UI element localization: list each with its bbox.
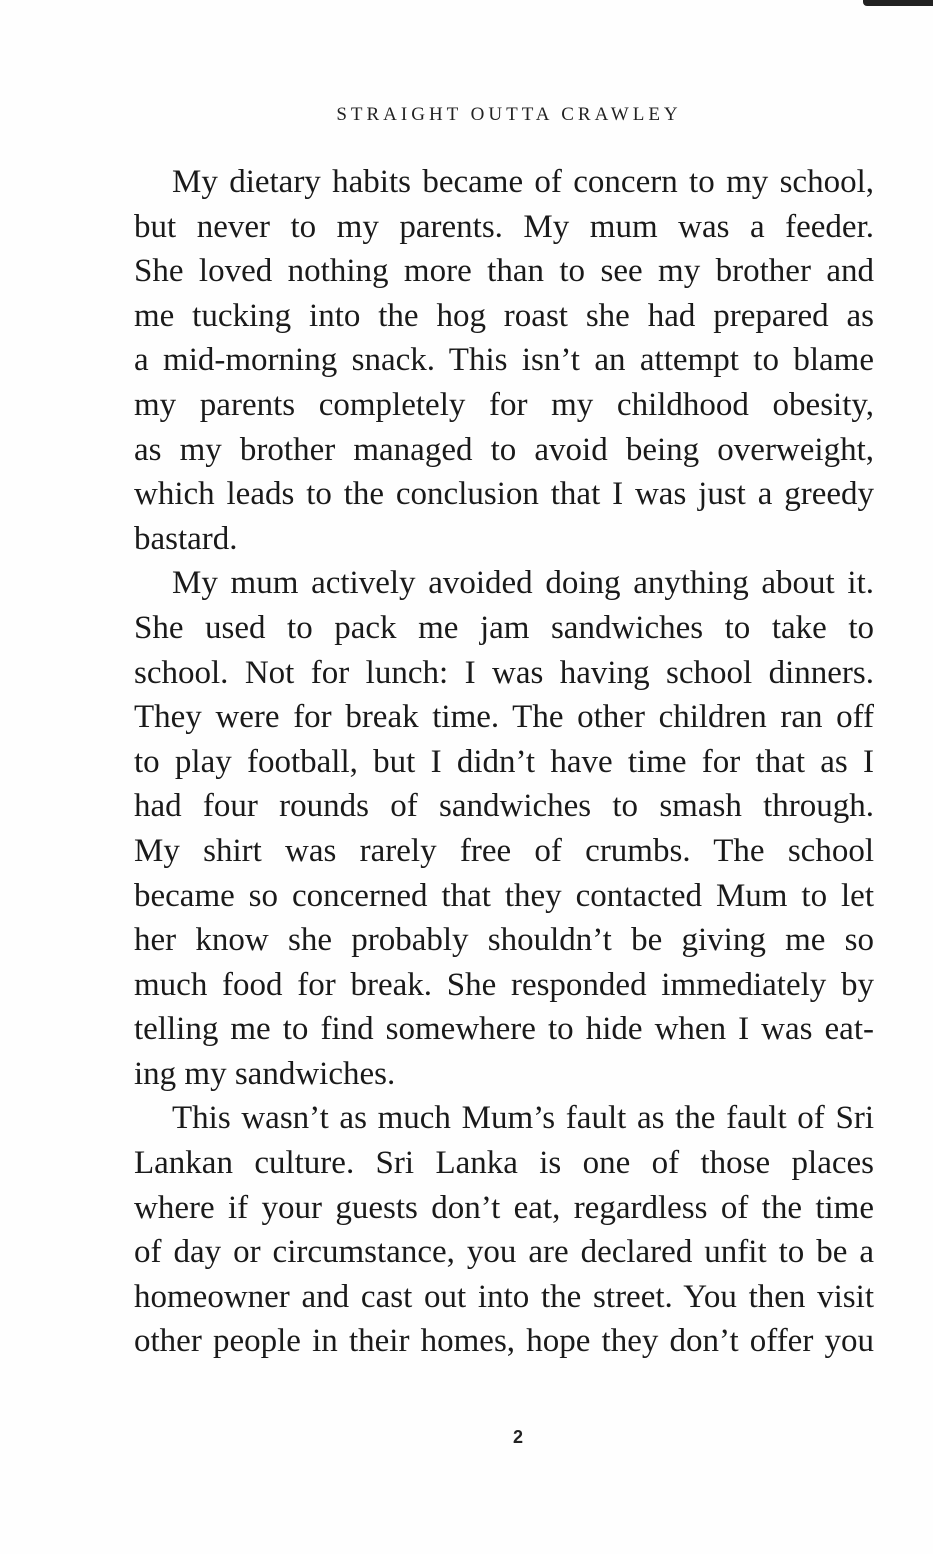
text-line: which leads to the conclusion that I was just a greedy [134,476,874,513]
text-line: my parents completely for my childhood obesity, [134,386,874,423]
text-line: They were for break time. The other children ran off [134,699,874,736]
text-line: ing my sandwiches. [134,1055,396,1092]
text-line: had four rounds of sandwiches to smash through. [134,788,874,825]
page-edge-shadow [863,0,933,6]
text-line: Lankan culture. Sri Lanka is one of those places [134,1145,874,1182]
paragraph-2 [134,561,874,1096]
text-line: where if your guests don’t eat, regardless of the time [134,1189,874,1226]
text-line: became so concerned that they contacted Mum to let [134,877,874,914]
text-line: as my brother managed to avoid being overweight, [134,431,874,468]
text-line: My mum actively avoided doing anything about it. [172,565,874,602]
text-line: her know she probably shouldn’t be giving me so [134,922,874,959]
text-line: much food for break. She responded immediately by [134,966,874,1003]
text-line: me tucking into the hog roast she had prepared as [134,297,874,334]
page-number: 2 [512,1427,523,1447]
text-line: school. Not for lunch: I was having school dinners. [134,654,874,691]
body-text [134,160,874,1364]
text-line: She loved nothing more than to see my brother and [134,253,874,290]
text-line: but never to my parents. My mum was a feeder. [134,208,874,245]
paragraph-1 [134,160,874,561]
text-line: She used to pack me jam sandwiches to take to [134,609,874,646]
text-line: of day or circumstance, you are declared unfit to be a [134,1234,874,1271]
text-line: My dietary habits became of concern to my school, [172,164,874,200]
text-line: a mid-morning snack. This isn’t an attempt to blame [134,342,874,379]
paragraph-3 [134,1096,874,1364]
text-line: homeowner and cast out into the street. You then visit [134,1278,874,1315]
text-line: telling me to find somewhere to hide when I was eat- [134,1011,874,1048]
text-line: My shirt was rarely free of crumbs. The school [134,832,874,869]
text-line: to play football, but I didn’t have time for that as I [134,743,874,780]
running-head: STRAIGHT OUTTA CRAWLEY [336,104,682,125]
text-line: bastard. [134,520,238,557]
text-line: This wasn’t as much Mum’s fault as the fault of Sri [172,1100,874,1137]
text-line: other people in their homes, hope they don’t offer you [134,1323,874,1360]
